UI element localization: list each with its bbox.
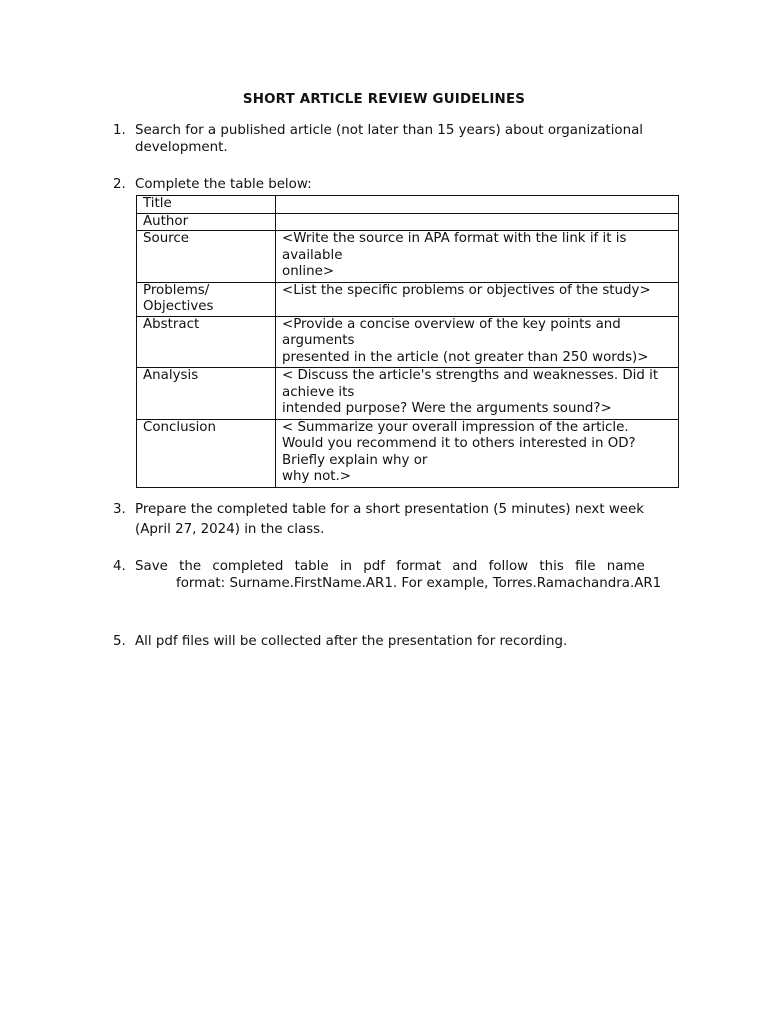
list-item-text <box>135 633 713 650</box>
table-label: Abstract <box>143 316 200 332</box>
table-value-line: presented in the article (not greater than 250 words)> <box>282 349 649 365</box>
table-label-cell <box>137 282 276 316</box>
list-item-number: 2. <box>113 177 126 192</box>
table-row-abstract <box>137 316 679 368</box>
table-label: Objectives <box>143 299 214 314</box>
table-label: Problems/ <box>143 282 210 298</box>
table-label-cell <box>137 196 276 214</box>
table-value-line: <Provide a concise overview of the key points and <box>282 316 621 332</box>
table-value-line: <List the specific problems or objectives of the study> <box>282 282 651 298</box>
table-row-conclusion <box>137 419 679 487</box>
table-label-cell <box>137 231 276 283</box>
table-value-line: available <box>282 247 343 263</box>
list-item-2 <box>113 176 713 193</box>
table-value-cell <box>276 231 679 283</box>
table-value-line: online> <box>282 264 335 279</box>
table-value-line: achieve its <box>282 384 355 400</box>
table-value-line: Briefly explain why or <box>282 452 428 468</box>
list-item-number: 5. <box>113 634 126 649</box>
table-label: Source <box>143 231 189 246</box>
table-value-line: Would you recommend it to others interested in OD? <box>282 436 636 451</box>
list-item-1 <box>113 122 713 156</box>
table-label-cell <box>137 368 276 420</box>
table-label: Analysis <box>143 368 199 383</box>
list-item-4 <box>113 558 733 592</box>
list-item-line: Save the completed table in pdf format and follow this file name <box>135 559 645 574</box>
table-label: Conclusion <box>143 419 216 435</box>
table-value-line: arguments <box>282 333 355 348</box>
list-item-text <box>135 176 713 193</box>
list-item-text <box>135 500 713 540</box>
table-row-source <box>137 231 679 283</box>
table-value-line: why not.> <box>282 469 352 484</box>
list-item-number: 3. <box>113 502 126 517</box>
table-label-cell <box>137 316 276 368</box>
table-row-problems <box>137 282 679 316</box>
table-value-line: intended purpose? Were the arguments sound?> <box>282 401 612 416</box>
list-item-line: Search for a published article (not later than 15 years) about organizational <box>135 123 644 138</box>
list-item-line: development. <box>135 140 228 155</box>
list-item-line: (April 27, 2024) in the class. <box>135 522 325 537</box>
table-value-cell <box>276 213 679 231</box>
table-value-cell <box>276 368 679 420</box>
table-row-analysis <box>137 368 679 420</box>
table-value-line: < Discuss the article's strengths and weaknesses. Did it <box>282 368 659 383</box>
table-value-cell <box>276 419 679 487</box>
table-label: Author <box>143 213 189 229</box>
table-label: Title <box>143 196 172 211</box>
list-item-line: format: Surname.FirstName.AR1. For example, Torres.Ramachandra.AR1 <box>176 576 662 591</box>
list-item-3 <box>113 500 713 540</box>
list-item-line: Prepare the completed table for a short presentation (5 minutes) next week <box>135 502 645 517</box>
document-title: SHORT ARTICLE REVIEW GUIDELINES <box>242 92 526 107</box>
table-value-cell <box>276 316 679 368</box>
table-label-cell <box>137 419 276 487</box>
table-value-cell <box>276 282 679 316</box>
list-item-number: 1. <box>113 123 126 138</box>
list-item-number: 4. <box>113 559 126 574</box>
list-item-line: Complete the table below: <box>135 177 312 192</box>
list-item-line: All pdf files will be collected after the presentation for recording. <box>135 634 568 649</box>
table-row-title <box>137 196 679 214</box>
review-table <box>136 195 679 488</box>
list-item-text <box>135 122 713 156</box>
list-item-5 <box>113 633 713 650</box>
table-value-cell <box>276 196 679 214</box>
table-row-author <box>137 213 679 231</box>
table-label-cell <box>137 213 276 231</box>
table-value-line: <Write the source in APA format with the link if it is <box>282 231 627 246</box>
table-value-line: < Summarize your overall impression of the article. <box>282 419 629 435</box>
